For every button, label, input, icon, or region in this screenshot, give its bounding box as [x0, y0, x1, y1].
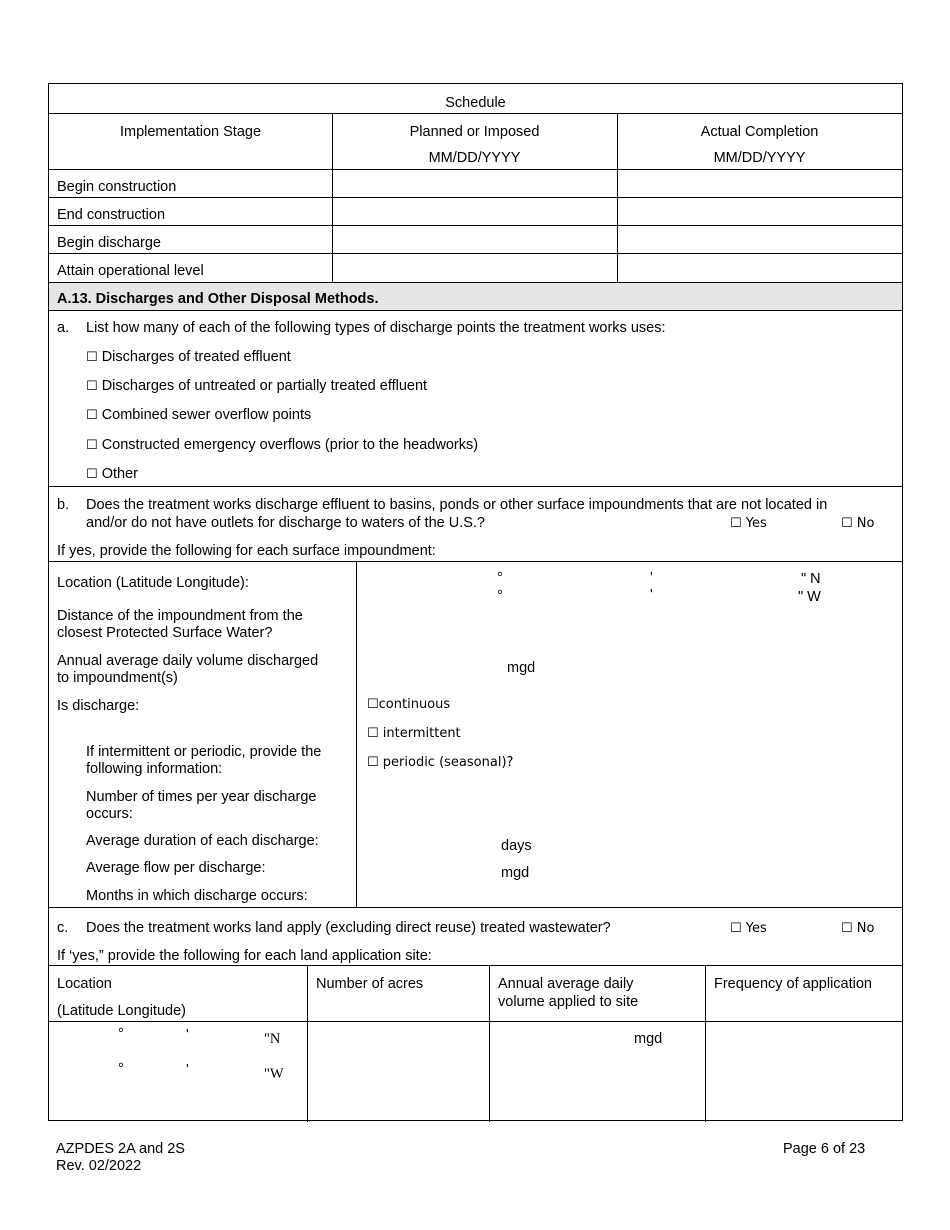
land-col-latlong: (Latitude Longitude)	[57, 1003, 186, 1019]
schedule-col-stage: Implementation Stage	[119, 124, 262, 140]
part-b-letter: b.	[57, 497, 70, 513]
schedule-col-planned: Planned or Imposed	[409, 124, 540, 140]
land-col-volume-line1: Annual average daily	[498, 976, 634, 992]
land-lon-minute: '	[186, 1062, 189, 1078]
intermittent-label-line2: following information:	[86, 761, 223, 777]
schedule-col-actual: Actual Completion	[700, 124, 819, 140]
land-acres-field[interactable]	[310, 1024, 487, 1119]
discharge-type-option[interactable]: ☐ Discharges of treated effluent	[86, 349, 291, 365]
times-label-line1: Number of times per year discharge	[86, 789, 317, 805]
checkbox-icon[interactable]: ☐	[86, 438, 98, 453]
intermittent-label-line1: If intermittent or periodic, provide the	[86, 744, 322, 760]
section-title: A.13. Discharges and Other Disposal Methods.	[57, 291, 379, 307]
part-b-question-line1: Does the treatment works discharge effluent to basins, ponds or other surface impoundments that are not located in	[86, 497, 828, 513]
part-b-if-yes: If yes, provide the following for each surface impoundment:	[57, 543, 436, 559]
schedule-row-label: Attain operational level	[57, 263, 204, 279]
land-lon-degree: °	[118, 1061, 124, 1077]
discharge-type-option[interactable]: ☐ Constructed emergency overflows (prior to the headworks)	[86, 437, 479, 453]
intermittent-option[interactable]	[367, 725, 461, 742]
volume-unit: mgd	[507, 660, 536, 676]
form-page	[48, 83, 903, 1121]
begin-construction-planned-field[interactable]	[332, 170, 617, 197]
land-col-location: Location	[57, 976, 112, 992]
land-location-field[interactable]	[51, 1024, 305, 1119]
times-label-line2: occurs:	[86, 806, 133, 822]
periodic-option[interactable]	[367, 754, 513, 771]
end-construction-actual-field[interactable]	[617, 198, 902, 225]
begin-discharge-planned-field[interactable]	[332, 226, 617, 253]
schedule-title: Schedule	[445, 95, 506, 111]
land-lat-degree: °	[118, 1026, 124, 1042]
volume-label-line1: Annual average daily volume discharged	[57, 653, 319, 669]
part-b-no-checkbox[interactable]: ☐ No	[841, 516, 875, 531]
schedule-row-label: Begin discharge	[57, 235, 161, 251]
part-b-question-line2: and/or do not have outlets for discharge to waters of the U.S.?	[86, 515, 485, 531]
lon-degree-symbol: °	[497, 588, 503, 604]
begin-discharge-actual-field[interactable]	[617, 226, 902, 253]
operational-level-planned-field[interactable]	[332, 254, 617, 281]
part-c-question: Does the treatment works land apply (excluding direct reuse) treated wastewater?	[86, 920, 611, 936]
lon-suffix: " W	[798, 589, 821, 605]
flow-unit: mgd	[501, 865, 530, 881]
continuous-option[interactable]	[367, 696, 450, 713]
land-col-acres: Number of acres	[316, 976, 424, 992]
footer-page-number: Page 6 of 23	[783, 1141, 866, 1157]
duration-unit: days	[501, 838, 532, 854]
schedule-row-label: Begin construction	[57, 179, 177, 195]
checkbox-icon[interactable]: ☐	[86, 379, 98, 394]
lon-minute-symbol: '	[650, 587, 653, 603]
impoundment-distance-field[interactable]	[359, 606, 899, 646]
discharge-type-option[interactable]: ☐ Discharges of untreated or partially treated effluent	[86, 378, 428, 394]
periodic-checkbox[interactable]: ☐ periodic (seasonal)?	[367, 755, 514, 770]
duration-label: Average duration of each discharge:	[86, 833, 319, 849]
part-a-letter: a.	[57, 320, 70, 336]
land-lat-minute: '	[186, 1027, 189, 1043]
lat-suffix: " N	[801, 571, 821, 587]
distance-label-line1: Distance of the impoundment from the	[57, 608, 303, 624]
land-frequency-field[interactable]	[708, 1024, 900, 1119]
checkbox-icon[interactable]: ☐	[86, 408, 98, 423]
distance-label-line2: closest Protected Surface Water?	[57, 625, 273, 641]
checkbox-icon[interactable]: ☐	[86, 350, 98, 365]
part-c-yes-checkbox[interactable]: ☐ Yes	[730, 921, 767, 936]
land-col-frequency: Frequency of application	[714, 976, 872, 992]
schedule-col-planned-format: MM/DD/YYYY	[428, 150, 521, 166]
footer-form-id: AZPDES 2A and 2S	[56, 1141, 185, 1157]
location-label: Location (Latitude Longitude):	[57, 575, 249, 591]
part-c-no-checkbox[interactable]: ☐ No	[841, 921, 875, 936]
part-b-yes-checkbox[interactable]: ☐ Yes	[730, 516, 767, 531]
impoundment-location-field[interactable]	[359, 565, 899, 605]
lat-minute-symbol: '	[650, 570, 653, 586]
flow-field[interactable]	[359, 854, 489, 880]
duration-field[interactable]	[359, 826, 489, 852]
intermittent-checkbox[interactable]: ☐ intermittent	[367, 726, 461, 741]
continuous-checkbox[interactable]: ☐continuous	[367, 697, 451, 712]
operational-level-actual-field[interactable]	[617, 254, 902, 281]
months-field[interactable]	[359, 882, 899, 906]
times-per-year-field[interactable]	[359, 786, 899, 824]
schedule-col-actual-format: MM/DD/YYYY	[713, 150, 806, 166]
lat-degree-symbol: °	[497, 570, 503, 586]
footer-revision: Rev. 02/2022	[56, 1158, 142, 1174]
part-c-if-yes: If ‘yes,” provide the following for each land application site:	[57, 948, 432, 964]
land-lat-suffix: "N	[264, 1031, 281, 1047]
impoundment-volume-field[interactable]	[359, 650, 499, 690]
land-volume-field[interactable]	[492, 1024, 622, 1119]
end-construction-planned-field[interactable]	[332, 198, 617, 225]
is-discharge-label: Is discharge:	[57, 698, 140, 714]
months-label: Months in which discharge occurs:	[86, 888, 308, 904]
discharge-type-option[interactable]: ☐ Combined sewer overflow points	[86, 407, 312, 423]
land-col-volume-line2: volume applied to site	[498, 994, 639, 1010]
checkbox-icon[interactable]: ☐	[86, 467, 98, 482]
part-c-letter: c.	[57, 920, 69, 936]
land-lon-suffix: "W	[264, 1066, 284, 1082]
discharge-type-option[interactable]: ☐ Other	[86, 466, 138, 482]
part-a-question: List how many of each of the following types of discharge points the treatment works uses:	[86, 320, 666, 336]
flow-label: Average flow per discharge:	[86, 860, 266, 876]
volume-label-line2: to impoundment(s)	[57, 670, 178, 686]
begin-construction-actual-field[interactable]	[617, 170, 902, 197]
land-volume-unit: mgd	[634, 1031, 663, 1047]
schedule-row-label: End construction	[57, 207, 166, 223]
